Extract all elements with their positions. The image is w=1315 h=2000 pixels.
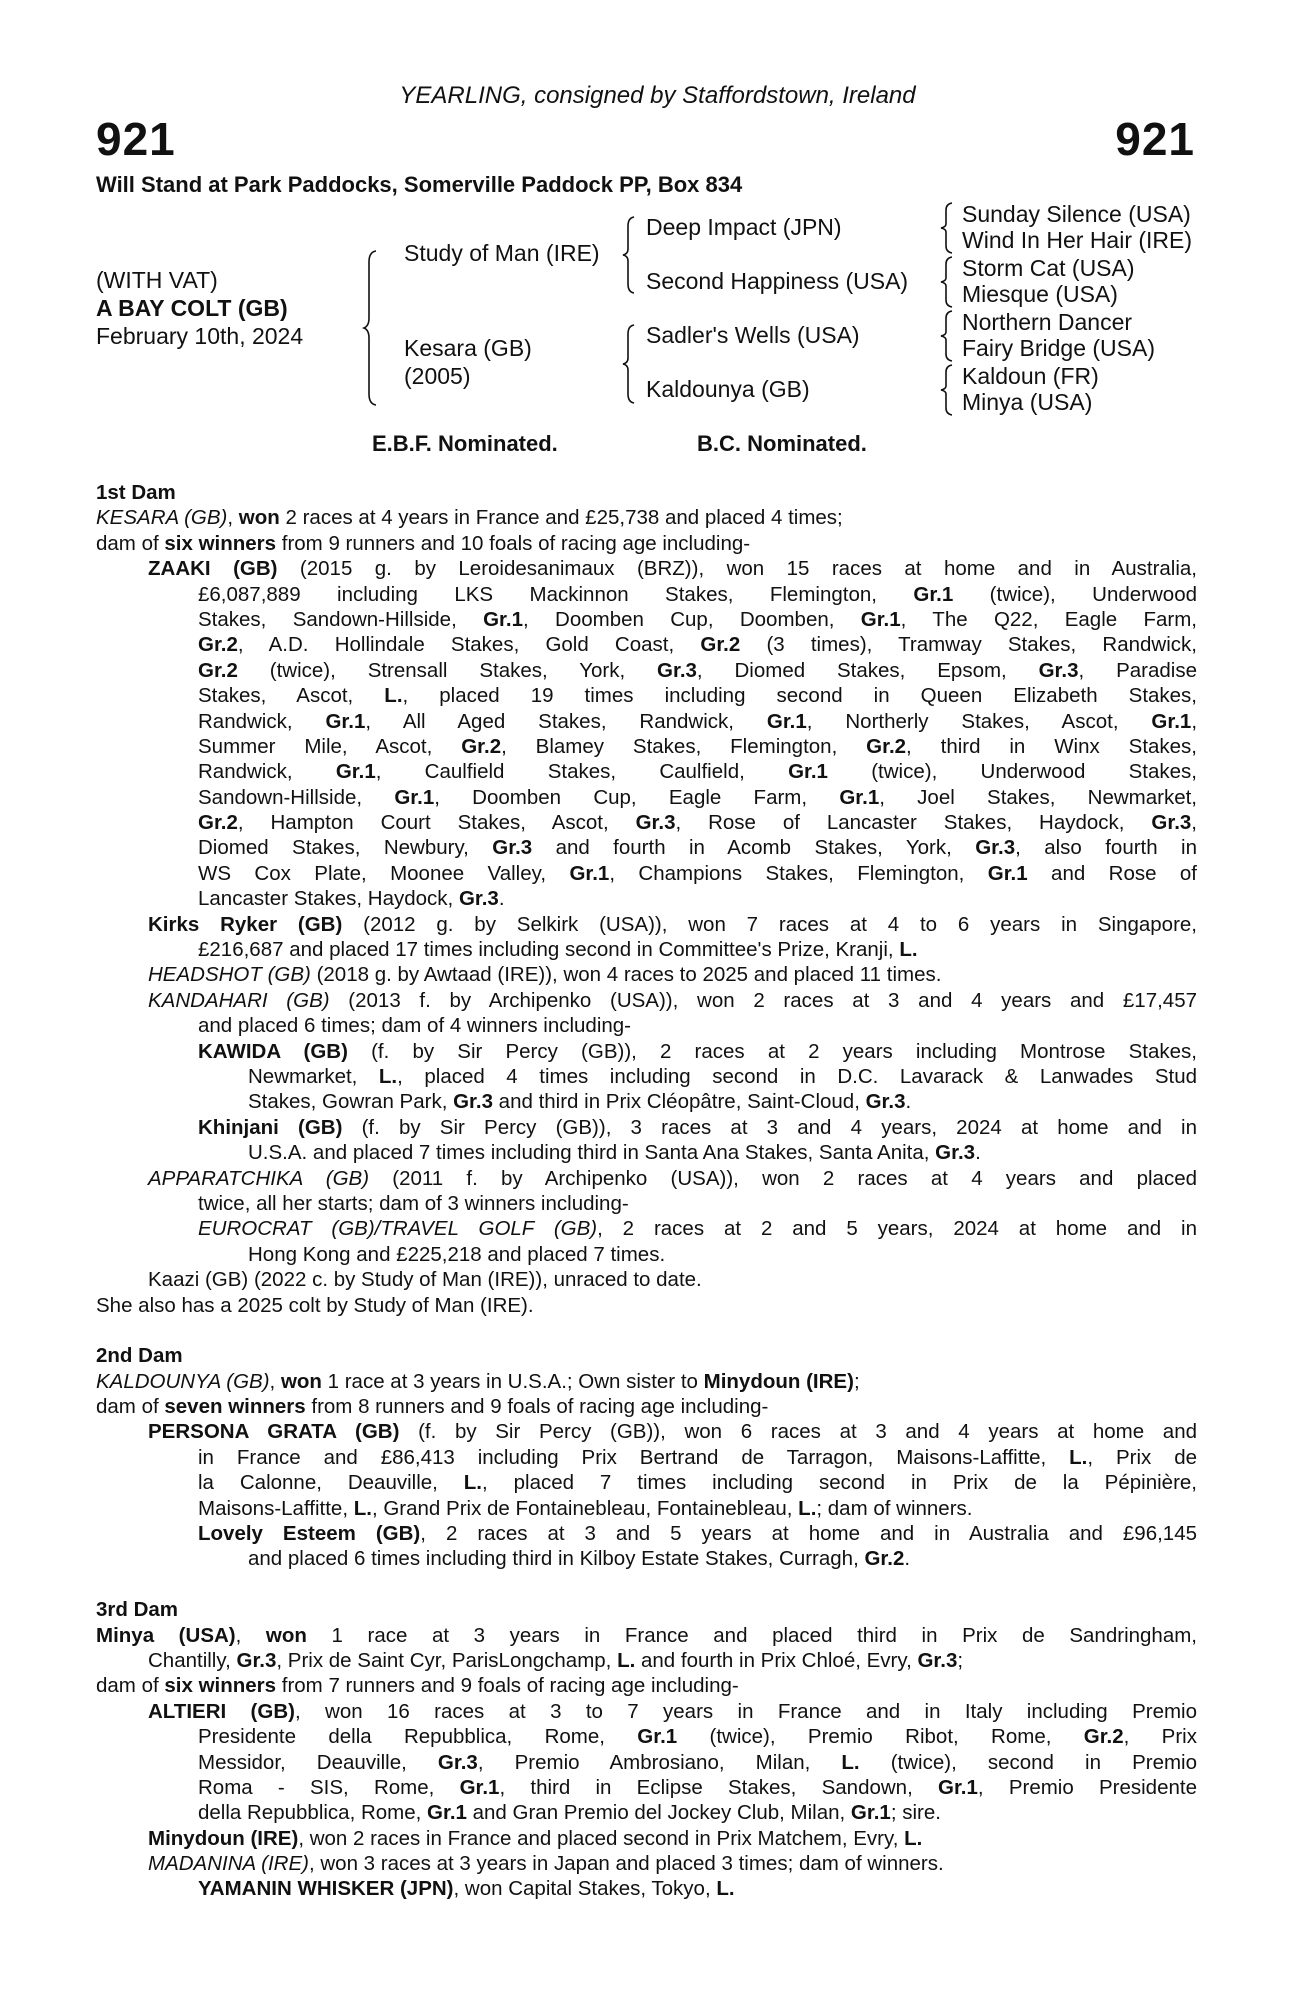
text: , All Aged Stakes, Randwick, — [365, 709, 767, 733]
text-line — [148, 1267, 1197, 1292]
bold-text: Gr.3 — [657, 658, 697, 682]
sire-sire: Deep Impact (JPN) — [646, 214, 842, 240]
text-line — [96, 505, 1197, 530]
bold-text: Gr.1 — [766, 709, 807, 733]
bold-text: L. — [378, 1064, 398, 1088]
bold-text: Gr.1 — [325, 709, 366, 733]
text: , Prix — [1123, 1725, 1197, 1749]
text: ; sire. — [890, 1801, 941, 1825]
bold-text: Lovely Esteem (GB) — [198, 1522, 421, 1546]
text-line — [198, 1724, 1197, 1749]
text-line — [198, 759, 1197, 784]
bold-text: Gr.1 — [335, 760, 376, 784]
bold-text: Gr.1 — [459, 1775, 500, 1799]
bold-text: Minydoun (IRE) — [148, 1826, 299, 1850]
bold-text: Gr.1 — [788, 760, 828, 784]
text-line — [198, 658, 1197, 683]
text: , 2 races at 3 and 5 years at home and in Australia and £96,145 — [420, 1522, 1198, 1546]
text: , Prix de Saint Cyr, ParisLongchamp, — [276, 1648, 618, 1672]
text: ; — [957, 1648, 964, 1672]
bold-text: Gr.3 — [1038, 658, 1079, 682]
bold-text: Gr.3 — [1151, 811, 1192, 835]
text: , also fourth in — [1015, 836, 1197, 860]
bold-text: Gr.3 — [453, 1090, 493, 1114]
section-spacer — [0, 1572, 1197, 1597]
bold-text: Gr.2 — [700, 633, 741, 657]
text: . — [498, 887, 505, 911]
text: , won 16 races at 3 to 7 years in France and in Italy including Premio — [294, 1699, 1197, 1723]
text: , Doomben Cup, Eagle Farm, — [434, 785, 840, 809]
text: Diomed Stakes, Newbury, — [198, 836, 493, 860]
text-line — [198, 835, 1197, 860]
ebf-nomination: E.B.F. Nominated. — [372, 431, 558, 456]
text: (f. by Sir Percy (GB)), 2 races at 2 years including Montrose Stakes, — [347, 1039, 1197, 1063]
text-line — [198, 632, 1197, 657]
text: £6,087,889 including LKS Mackinnon Stakes, Flemington, — [198, 582, 914, 606]
brace-g3-4 — [940, 364, 954, 416]
brace-g3-3 — [940, 310, 954, 362]
text: , placed 4 times including second in D.C. Lavarack & Lanwades Stud — [397, 1064, 1197, 1088]
text-line — [198, 1039, 1197, 1064]
bold-text: Gr.2 — [1083, 1725, 1124, 1749]
brace-sire — [622, 216, 636, 294]
bold-text: Minya (USA) — [96, 1623, 236, 1647]
text-line — [96, 1623, 1197, 1648]
text-line — [248, 1242, 1197, 1267]
bold-text: Gr.1 — [483, 607, 523, 631]
bold-text: Gr.2 — [198, 811, 238, 835]
text: and third in Prix Cléopâtre, Saint-Cloud, — [492, 1090, 866, 1114]
bold-text: L. — [353, 1496, 372, 1520]
text: , Blamey Stakes, Flemington, — [501, 734, 867, 758]
dam-line-text — [0, 480, 1197, 1902]
text-line — [248, 1064, 1197, 1089]
dam-year: (2005) — [404, 363, 471, 389]
text: (2018 g. by Awtaad (IRE)), won 4 races to 2025 and placed 11 times. — [310, 963, 942, 987]
text: , 2 races at 2 and 5 years, 2024 at home and in — [597, 1217, 1197, 1241]
text: and fourth in Prix Chloé, Evry, — [635, 1648, 918, 1672]
bold-text: YAMANIN WHISKER (JPN) — [198, 1877, 454, 1901]
bold-text: Gr.2 — [198, 658, 238, 682]
text: dam of — [96, 1674, 165, 1698]
text: U.S.A. and placed 7 times including third in Santa Ana Stakes, Santa Anita, — [248, 1141, 936, 1165]
text: , Joel Stakes, Newmarket, — [879, 785, 1197, 809]
text: , A.D. Hollindale Stakes, Gold Coast, — [237, 633, 701, 657]
text-line — [96, 531, 1197, 556]
text-line — [198, 1115, 1197, 1140]
text: , Champions Stakes, Flemington, — [609, 861, 988, 885]
bold-text: won — [280, 1369, 322, 1393]
text: (f. by Sir Percy (GB)), 3 races at 3 and 4 years, 2024 at home and in — [342, 1115, 1197, 1139]
text: Kaazi (GB) (2022 c. by Study of Man (IRE)), unraced to date. — [148, 1268, 702, 1292]
text: Roma - SIS, Rome, — [198, 1775, 460, 1799]
brace-main — [364, 250, 380, 406]
bold-text: Gr.1 — [938, 1775, 978, 1799]
bold-text: Gr.1 — [839, 785, 880, 809]
text: , — [269, 1369, 281, 1393]
dam: Kesara (GB) — [404, 335, 532, 361]
text: from 7 runners and 9 foals of racing age including- — [276, 1674, 739, 1698]
text-line — [96, 1343, 1197, 1368]
text-line — [198, 1800, 1197, 1825]
italic-text: MADANINA (IRE) — [148, 1852, 309, 1876]
text: , placed 19 times including second in Queen Elizabeth Stakes, — [402, 684, 1198, 708]
text: Chantilly, — [148, 1648, 237, 1672]
text-line — [198, 1775, 1197, 1800]
text: (twice), Underwood Stakes, — [827, 760, 1197, 784]
text: from 9 runners and 10 foals of racing age including- — [276, 531, 751, 555]
text: dam of — [96, 531, 165, 555]
lot-number-right: 921 — [1115, 113, 1195, 165]
bold-text: Gr.3 — [935, 1141, 976, 1165]
brace-g3-1 — [940, 202, 954, 254]
text-line — [198, 582, 1197, 607]
text: , Premio Ambrosiano, Milan, — [477, 1750, 842, 1774]
bold-text: L. — [798, 1496, 817, 1520]
bold-text: ZAAKI (GB) — [148, 557, 278, 581]
text-line — [198, 810, 1197, 835]
text: Stakes, Gowran Park, — [248, 1090, 454, 1114]
text-line — [198, 709, 1197, 734]
text: della Repubblica, Rome, — [198, 1801, 428, 1825]
bold-text: Khinjani (GB) — [198, 1115, 343, 1139]
bold-text: Gr.2 — [864, 1547, 905, 1571]
text: , — [235, 1623, 266, 1647]
text: (twice), Underwood — [953, 582, 1197, 606]
text-line — [198, 683, 1197, 708]
text: Presidente della Repubblica, Rome, — [198, 1725, 638, 1749]
text: (2012 g. by Selkirk (USA)), won 7 races at 4 to 6 years in Singapore, — [342, 912, 1197, 936]
text: , Prix de — [1087, 1445, 1197, 1469]
italic-text: HEADSHOT (GB) — [148, 963, 311, 987]
text: twice, all her starts; dam of 3 winners including- — [198, 1191, 629, 1215]
text: , third in Eclipse Stakes, Sandown, — [499, 1775, 938, 1799]
ancestor-g3: Fairy Bridge (USA) — [962, 335, 1155, 361]
text-line — [148, 1648, 1197, 1673]
text: , Grand Prix de Fontainebleau, Fontainebleau, — [371, 1496, 799, 1520]
text: Maisons-Laffitte, — [198, 1496, 354, 1520]
bold-text: KAWIDA (GB) — [198, 1039, 348, 1063]
text: ; — [853, 1369, 860, 1393]
foaling-date: February 10th, 2024 — [96, 323, 304, 349]
text-line — [148, 556, 1197, 581]
text: . — [905, 1090, 912, 1114]
ancestor-g3: Wind In Her Hair (IRE) — [962, 227, 1193, 253]
text: , Doomben Cup, Doomben, — [523, 607, 861, 631]
sire-dam: Second Happiness (USA) — [646, 268, 909, 294]
text: Newmarket, — [248, 1064, 379, 1088]
bold-text: 1st Dam — [96, 481, 176, 504]
bc-nomination: B.C. Nominated. — [697, 431, 867, 456]
text-line — [148, 912, 1197, 937]
text-line — [198, 1191, 1197, 1216]
text: (3 times), Tramway Stakes, Randwick, — [740, 633, 1197, 657]
text-line — [198, 861, 1197, 886]
bold-text: L. — [617, 1648, 636, 1672]
text: Stakes, Ascot, — [198, 684, 385, 708]
bold-text: Gr.1 — [569, 861, 610, 885]
text: Hong Kong and £225,218 and placed 7 times. — [248, 1242, 666, 1266]
text: la Calonne, Deauville, — [198, 1471, 464, 1495]
text: , — [1191, 709, 1198, 733]
bold-text: Gr.3 — [917, 1648, 958, 1672]
text-line — [198, 1496, 1197, 1521]
bold-text: Gr.3 — [492, 836, 533, 860]
text: Lancaster Stakes, Haydock, — [198, 887, 459, 911]
text-line — [96, 1673, 1197, 1698]
horse-name: A BAY COLT (GB) — [96, 295, 288, 321]
bold-text: L. — [384, 684, 403, 708]
bold-text: won — [265, 1623, 307, 1647]
text-line — [96, 1293, 1197, 1318]
bold-text: Gr.3 — [975, 836, 1016, 860]
text-line — [198, 1750, 1197, 1775]
bold-text: Gr.1 — [987, 861, 1028, 885]
text-line — [198, 1876, 1197, 1901]
text: and Gran Premio del Jockey Club, Milan, — [466, 1801, 851, 1825]
text: , placed 7 times including second in Prix de la Pépinière, — [482, 1471, 1197, 1495]
text: and fourth in Acomb Stakes, York, — [532, 836, 976, 860]
text: , Paradise — [1078, 658, 1197, 682]
text-line — [198, 1521, 1197, 1546]
text-line — [248, 1140, 1197, 1165]
ancestor-g3: Kaldoun (FR) — [962, 363, 1099, 389]
text-line — [148, 1826, 1197, 1851]
text-line — [198, 1470, 1197, 1495]
text: , Premio Presidente — [977, 1775, 1197, 1799]
text-line — [198, 607, 1197, 632]
dam-dam: Kaldounya (GB) — [646, 376, 810, 402]
italic-text: KALDOUNYA (GB) — [96, 1369, 270, 1393]
text: , — [227, 506, 239, 530]
brace-g3-2 — [940, 256, 954, 308]
stand-location: Will Stand at Park Paddocks, Somerville Paddock PP, Box 834 — [96, 172, 743, 197]
bold-text: Minydoun (IRE) — [703, 1369, 854, 1393]
text: and Rose of — [1027, 861, 1197, 885]
bold-text: L. — [899, 938, 918, 962]
bold-text: L. — [841, 1750, 860, 1774]
text-line — [248, 1546, 1197, 1571]
text: , won 3 races at 3 years in Japan and placed 3 times; dam of winners. — [308, 1852, 944, 1876]
text: , won 2 races in France and placed second in Prix Matchem, Evry, — [298, 1826, 905, 1850]
bold-text: L. — [463, 1471, 482, 1495]
text-line — [148, 962, 1197, 987]
bold-text: six winners — [164, 1674, 277, 1698]
dam-sire: Sadler's Wells (USA) — [646, 322, 860, 348]
bold-text: Gr.1 — [427, 1801, 467, 1825]
text: (twice), Premio Ribot, Rome, — [677, 1725, 1084, 1749]
ancestor-g3: Minya (USA) — [962, 389, 1093, 415]
lot-number-left: 921 — [96, 113, 176, 165]
bold-text: Kirks Ryker (GB) — [148, 912, 343, 936]
text: , Hampton Court Stakes, Ascot, — [237, 811, 636, 835]
bold-text: Gr.1 — [1151, 709, 1192, 733]
bold-text: PERSONA GRATA (GB) — [148, 1420, 400, 1444]
text-line — [198, 937, 1197, 962]
text-line — [198, 1216, 1197, 1241]
bold-text: Gr.1 — [637, 1725, 678, 1749]
text-line — [96, 1369, 1197, 1394]
ancestor-g3: Miesque (USA) — [962, 281, 1118, 307]
bold-text: Gr.3 — [437, 1750, 478, 1774]
text-line — [96, 480, 1197, 505]
text-line — [148, 1851, 1197, 1876]
bold-text: Gr.2 — [461, 734, 502, 758]
text-line — [198, 734, 1197, 759]
text: Summer Mile, Ascot, — [198, 734, 462, 758]
bold-text: ALTIERI (GB) — [148, 1699, 295, 1723]
ancestor-g3: Sunday Silence (USA) — [962, 201, 1191, 227]
text: in France and £86,413 including Prix Bertrand de Tarragon, Maisons-Laffitte, — [198, 1445, 1070, 1469]
text: . — [904, 1547, 911, 1571]
bold-text: Gr.3 — [865, 1090, 906, 1114]
vat-note: (WITH VAT) — [96, 267, 218, 293]
section-spacer — [0, 1318, 1197, 1343]
brace-dam — [622, 324, 636, 404]
text: Sandown-Hillside, — [198, 785, 395, 809]
text: 1 race at 3 years in France and placed third in Prix de Sandringham, — [306, 1623, 1197, 1647]
italic-text: KANDAHARI (GB) — [148, 988, 330, 1012]
text: (2013 f. by Archipenko (USA)), won 2 races at 3 and 4 years and £17,457 — [329, 988, 1198, 1012]
text: £216,687 and placed 17 times including second in Committee's Prize, Kranji, — [198, 938, 900, 962]
bold-text: 3rd Dam — [96, 1598, 179, 1622]
bold-text: Gr.3 — [635, 811, 676, 835]
text-line — [198, 1013, 1197, 1038]
text: 2 races at 4 years in France and £25,738 and placed 4 times; — [279, 506, 843, 530]
consignor-line: YEARLING, consigned by Staffordstown, Ireland — [399, 82, 916, 109]
text: (2011 f. by Archipenko (USA)), won 2 races at 4 years and placed — [369, 1166, 1197, 1190]
text: Messidor, Deauville, — [198, 1750, 438, 1774]
text: Randwick, — [198, 760, 336, 784]
text-line — [198, 886, 1197, 911]
text: , Diomed Stakes, Epsom, — [696, 658, 1039, 682]
bold-text: six winners — [164, 531, 277, 555]
sire: Study of Man (IRE) — [404, 240, 600, 266]
bold-text: Gr.1 — [860, 607, 901, 631]
text: , third in Winx Stakes, — [906, 734, 1198, 758]
bold-text: Gr.2 — [198, 633, 238, 657]
text: , Caulfield Stakes, Caulfield, — [375, 760, 789, 784]
text: and placed 6 times including third in Kilboy Estate Stakes, Curragh, — [248, 1547, 865, 1571]
text: , The Q22, Eagle Farm, — [900, 607, 1197, 631]
text-line — [148, 1166, 1197, 1191]
bold-text: L. — [1069, 1445, 1088, 1469]
text: , Northerly Stakes, Ascot, — [806, 709, 1152, 733]
text: dam of — [96, 1395, 165, 1419]
text-line — [148, 988, 1197, 1013]
text: , Rose of Lancaster Stakes, Haydock, — [675, 811, 1152, 835]
text: WS Cox Plate, Moonee Valley, — [198, 861, 570, 885]
text-line — [148, 1699, 1197, 1724]
text: 1 race at 3 years in U.S.A.; Own sister to — [321, 1369, 704, 1393]
text: Stakes, Sandown-Hillside, — [198, 607, 484, 631]
text: from 8 runners and 9 foals of racing age including- — [305, 1395, 769, 1419]
bold-text: L. — [904, 1826, 923, 1850]
bold-text: Gr.3 — [458, 887, 499, 911]
ancestor-g3: Storm Cat (USA) — [962, 255, 1135, 281]
bold-text: L. — [716, 1877, 735, 1901]
text: Randwick, — [198, 709, 326, 733]
text: . — [975, 1141, 981, 1165]
text: ; dam of winners. — [816, 1496, 973, 1520]
text: , won Capital Stakes, Tokyo, — [453, 1877, 717, 1901]
bold-text: 2nd Dam — [96, 1344, 183, 1368]
text-line — [148, 1419, 1197, 1444]
text-line — [198, 1445, 1197, 1470]
bold-text: Gr.3 — [236, 1648, 277, 1672]
italic-text: EUROCRAT (GB)/TRAVEL GOLF (GB) — [198, 1217, 598, 1241]
bold-text: won — [238, 506, 280, 530]
text: (f. by Sir Percy (GB)), won 6 races at 3 and 4 years at home and — [399, 1420, 1197, 1444]
italic-text: KESARA (GB) — [96, 506, 228, 530]
text-line — [198, 785, 1197, 810]
bold-text: Gr.1 — [394, 785, 435, 809]
text-line — [96, 1597, 1197, 1622]
text: and placed 6 times; dam of 4 winners including- — [198, 1014, 632, 1038]
text: (twice), Strensall Stakes, York, — [237, 658, 658, 682]
text-line — [248, 1089, 1197, 1114]
text: (2015 g. by Leroidesanimaux (BRZ)), won 15 races at home and in Australia, — [277, 557, 1198, 581]
bold-text: Gr.1 — [850, 1801, 891, 1825]
bold-text: seven winners — [164, 1395, 306, 1419]
text: She also has a 2025 colt by Study of Man (IRE). — [96, 1293, 534, 1317]
ancestor-g3: Northern Dancer — [962, 309, 1133, 335]
bold-text: Gr.1 — [913, 582, 954, 606]
text: (twice), second in Premio — [859, 1750, 1197, 1774]
text-line — [96, 1394, 1197, 1419]
italic-text: APPARATCHIKA (GB) — [148, 1166, 370, 1190]
text: , — [1191, 811, 1197, 835]
bold-text: Gr.2 — [866, 734, 907, 758]
